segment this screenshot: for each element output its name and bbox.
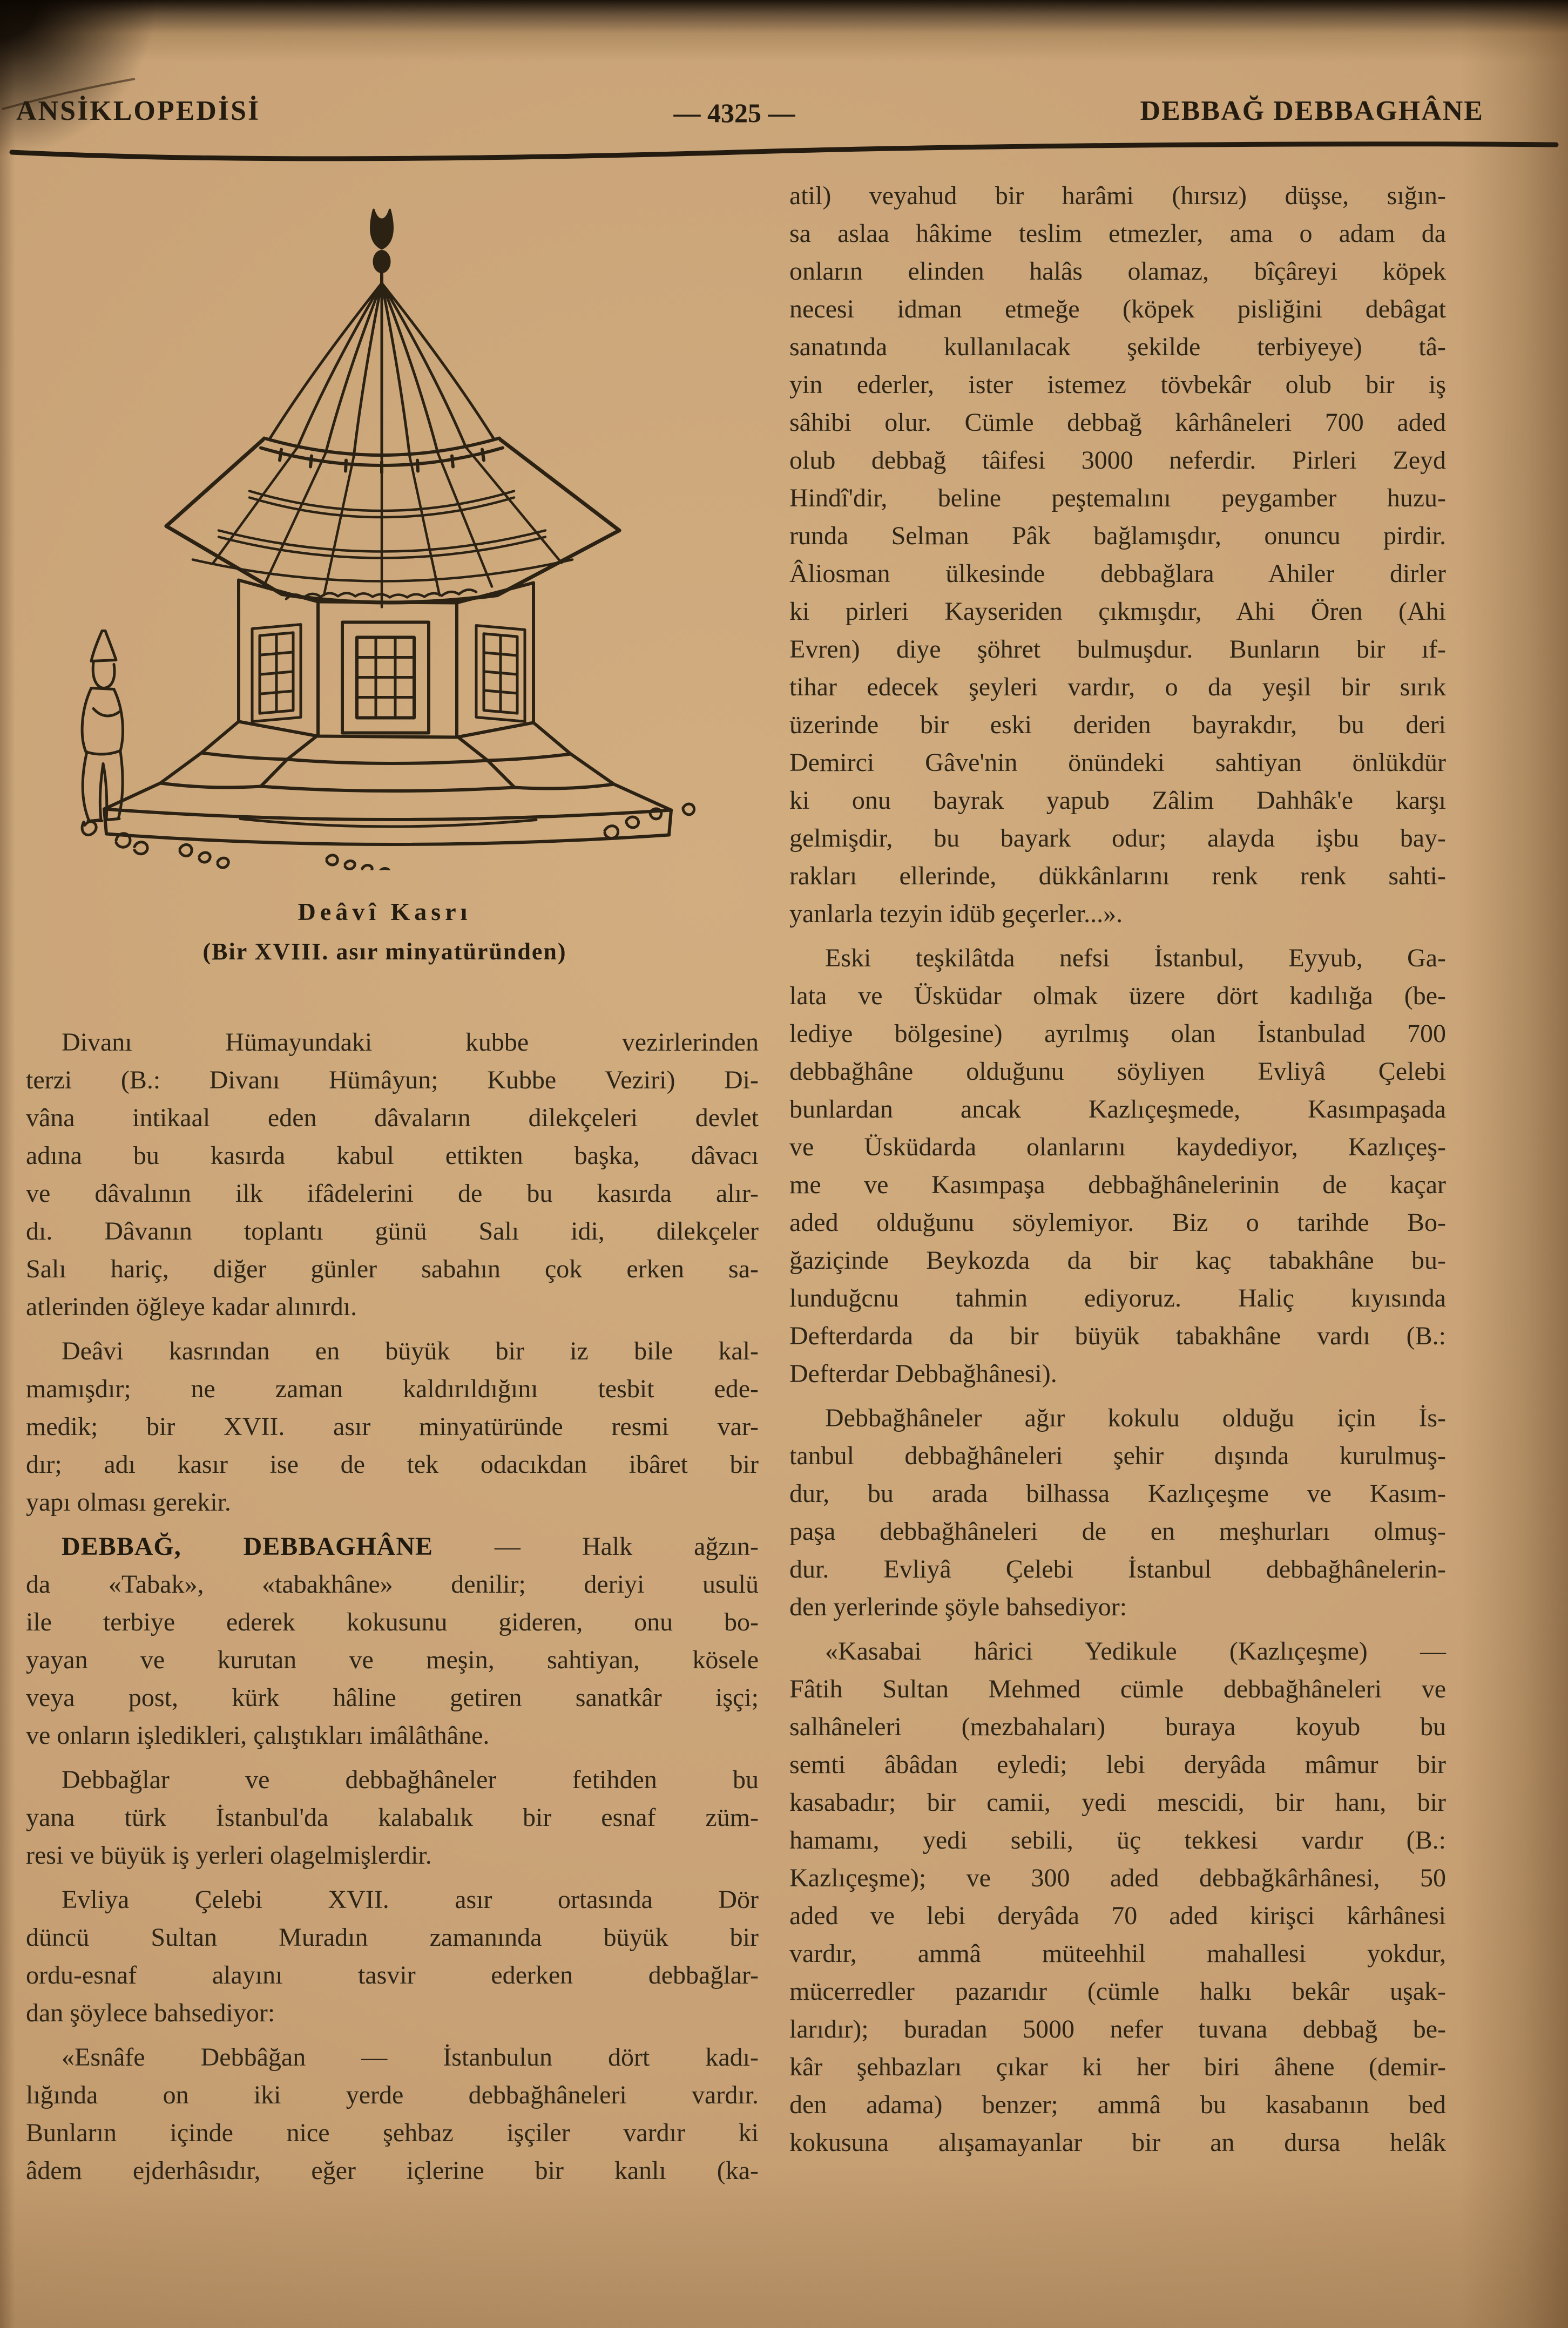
text-line: gelmişdir, bu bayark odur; alayda işbu bay- — [789, 824, 1446, 852]
text-line: salhâneleri (mezbahaları) buraya koyub bu — [789, 1713, 1446, 1741]
text-line: tanbul debbağhâneleri şehir dışında kurulmuş- — [789, 1442, 1446, 1470]
standing-figure — [82, 631, 123, 821]
text-line: dır; adı kasır ise de tek odacıkdan ibâret bir — [26, 1450, 759, 1479]
text-line: veya post, kürk hâline getiren sanatkâr işçi; — [26, 1683, 759, 1712]
text-line: atil) veyahud bir harâmi (hırsız) düşse, sığın- — [789, 181, 1446, 210]
text-line: Divanı Hümayundaki kubbe vezirlerinden — [62, 1028, 759, 1057]
text-line: semti âbâdan eyledi; lebi deryâda mâmur bir — [789, 1750, 1446, 1779]
text-line: den adama) benzer; ammâ bu kasabanın bed — [789, 2090, 1446, 2119]
text-line: tihar edecek şeyleri vardır, o da yeşil bir sırık — [789, 673, 1446, 701]
text-line: lunduğcnu tahmin ediyoruz. Haliç kıyısında — [789, 1284, 1446, 1312]
crescent-finial-icon — [371, 210, 393, 283]
figure-caption-title: Deâvî Kasrı — [298, 898, 472, 925]
text-line: debbağhâne olduğunu söyliyen Evliyâ Çelebi — [789, 1057, 1446, 1086]
text-line: Hindî'dir, beline peştemalını peygamber huzu- — [789, 484, 1446, 512]
text-line: sâhibi olur. Cümle debbağ kârhâneleri 700 aded — [789, 408, 1446, 437]
page-number: — 4325 — — [673, 98, 795, 128]
text-line: da «Tabak», «tabakhâne» denilir; deriyi usulü — [26, 1570, 759, 1599]
text-line: rakları ellerinde, dükkânlarını renk renk sahti- — [789, 862, 1446, 890]
text-line: yayan ve kurutan ve meşin, sahtiyan, kösele — [26, 1646, 759, 1674]
text-line: mamışdır; ne zaman kaldırıldığını tesbit ede- — [26, 1375, 759, 1403]
text-line: Bunların içinde nice şehbaz işçiler vardır ki — [26, 2119, 759, 2147]
text-line: adına bu kasırda kabul ettikten başka, dâvacı — [26, 1141, 759, 1170]
text-line: vâna intikaal eden dâvaların dilekçeleri devlet — [26, 1104, 759, 1132]
text-line: dur, bu arada bilhassa Kazlıçeşme ve Kasım- — [789, 1479, 1446, 1508]
paragraph — [789, 177, 1446, 933]
text-line: Eski teşkilâtda nefsi İstanbul, Eyyub, Ga- — [825, 944, 1446, 972]
text-line: terzi (B.: Divanı Hümâyun; Kubbe Veziri) Di- — [26, 1066, 759, 1094]
text-line: bunlardan ancak Kazlıçeşmede, Kasımpaşada — [789, 1095, 1446, 1124]
text-line: Debbağlar ve debbağhâneler fetihden bu — [62, 1765, 759, 1794]
text-line: lediye bölgesine) ayrılmış olan İstanbulad 700 — [789, 1019, 1446, 1048]
text-line: olub debbağ tâifesi 3000 neferdir. Pirleri Zeyd — [789, 446, 1446, 475]
paragraph — [26, 1528, 759, 1755]
text-line: yanlarla tezyin idüb geçerler...». — [789, 899, 1123, 928]
text-line: yana türk İstanbul'da kalabalık bir esnaf züm- — [26, 1803, 759, 1832]
header-divider-rule — [0, 134, 1568, 172]
text-line: Defterdar Debbağhânesi). — [789, 1359, 1057, 1388]
text-line: Evren) diye şöhret bulmuşdur. Bunların bir ıf- — [789, 635, 1446, 664]
text-line: larıdır); buradan 5000 nefer tuvana debbağ be- — [789, 2015, 1446, 2043]
text-line: kokusuna alışamayanlar bir an dursa helâk — [789, 2128, 1446, 2157]
stepped-base — [104, 722, 671, 845]
text-line: medik; bir XVII. asır minyatüründe resmi var- — [26, 1412, 759, 1441]
text-line: yapı olması gerekir. — [26, 1488, 231, 1517]
text-line: onların elinden halâs olamaz, bîçâreyi köpek — [789, 257, 1446, 286]
roof-tile-ribs — [213, 448, 562, 607]
text-line: Deâvi kasrından en büyük bir iz bile kal- — [62, 1337, 759, 1365]
text-line: paşa debbağhâneleri de en meşhurları olmuş- — [789, 1517, 1446, 1546]
paragraph — [26, 1761, 759, 1874]
text-line: dur. Evliyâ Çelebi İstanbul debbağhânelerin- — [789, 1555, 1446, 1583]
text-line: dan şöylece bahsediyor: — [26, 1999, 275, 2027]
text-line: DEBBAĞ, DEBBAGHÂNE — Halk ağzın- — [62, 1532, 759, 1561]
text-line: lığında on iki yerde debbağhâneleri vardır. — [26, 2081, 759, 2109]
left-lattice-window — [252, 625, 301, 722]
text-line: ki pirleri Kayseriden çıkmışdır, Ahi Ören (Ahi — [789, 597, 1446, 626]
figure-caption — [46, 897, 724, 965]
text-line: mücerredler pazarıdır (cümle halkı bekâr uşak- — [789, 1977, 1446, 2006]
text-line: Debbağhâneler ağır kokulu olduğu için İs- — [825, 1404, 1446, 1432]
text-line: den yerlerinde şöyle bahsediyor: — [789, 1593, 1127, 1621]
paragraph — [26, 2039, 759, 2190]
text-line: aded olduğunu söylemiyor. Biz o tarihde Bo- — [789, 1208, 1446, 1237]
conical-spire — [269, 283, 494, 458]
text-line: kasabadır; bir camii, yedi mescidi, bir hanı, bir — [789, 1788, 1446, 1817]
paragraph — [789, 939, 1446, 1393]
text-line: Salı hariç, diğer günler sabahın çok erken sa- — [26, 1255, 759, 1283]
running-head-left: ANSİKLOPEDİSİ — [16, 96, 261, 126]
paragraph — [26, 1332, 759, 1521]
text-line: düncü Sultan Muradın zamanında büyük bir — [26, 1923, 759, 1952]
text-line: me ve Kasımpaşa debbağhânelerinin de kaçar — [789, 1170, 1446, 1199]
text-line: sa aslaa hâkime teslim etmezler, ama o adam da — [789, 219, 1446, 248]
text-line: ordu-esnaf alayını tasvir ederken debbağlar- — [26, 1961, 759, 1989]
right-lattice-window — [476, 626, 525, 722]
figure-caption-subtitle: (Bir XVIII. asır minyatüründen) — [202, 938, 567, 965]
text-line: aded ve lebi deryâda 70 aded kirişci kârhânesi — [789, 1901, 1446, 1930]
text-line: ile terbiye ederek kokusunu gideren, onu bo- — [26, 1608, 759, 1636]
paragraph — [789, 1399, 1446, 1626]
text-line: Defterdarda da bir büyük tabakhâne vardı (B.: — [789, 1322, 1446, 1350]
text-line: yin ederler, ister istemez tövbekâr olub bir iş — [789, 370, 1446, 399]
text-line: Evliya Çelebi XVII. asır ortasında Dör — [62, 1885, 759, 1914]
text-line: hamamı, yedi sebili, üç tekkesi vardır (B.: — [789, 1826, 1446, 1855]
text-column-right — [789, 177, 1446, 2162]
text-line: necesi idman etmeğe (köpek pisliğini debâgat — [789, 295, 1446, 323]
running-head-article-title: DEBBAĞ DEBBAGHÂNE — [1140, 96, 1484, 126]
text-line: dı. Dâvanın toplantı günü Salı idi, dilekçeler — [26, 1217, 759, 1246]
text-line: üzerinde bir eski deriden bayrakdır, bu deri — [789, 710, 1446, 739]
paragraph — [26, 1024, 759, 1326]
paragraph — [26, 1881, 759, 2032]
text-line: ki onu bayrak yapub Zâlim Dahhâk'e karşı — [789, 786, 1446, 815]
text-line: Demirci Gâve'nin önündeki sahtiyan önlükdür — [789, 748, 1446, 777]
deavi-kasri-figure-svg — [46, 201, 724, 870]
text-line: sanatında kullanılacak şekilde terbiyeye) tâ- — [789, 333, 1446, 361]
deavi-kasri-illustration — [46, 201, 724, 870]
text-line: atlerinden öğleye kadar alınırdı. — [26, 1292, 357, 1321]
center-lattice-window — [342, 622, 429, 733]
text-line: ğaziçinde Beykozda da bir kaç tabakhâne bu- — [789, 1246, 1446, 1275]
paragraph — [789, 1633, 1446, 2162]
text-line: ve Üsküdarda olanlarını kaydediyor, Kazlıçeş- — [789, 1133, 1446, 1161]
text-line: vardır, ammâ müteehhil mahallesi yokdur, — [789, 1939, 1446, 1968]
text-column-left — [26, 1024, 759, 2190]
text-line: Fâtih Sultan Mehmed cümle debbağhâneleri ve — [789, 1675, 1446, 1703]
text-line: «Kasabai hârici Yedikule (Kazlıçeşme) — — [825, 1637, 1446, 1666]
text-line: ve onların işledikleri, çalıştıkları imâlâthâne. — [26, 1721, 490, 1750]
text-line: «Esnâfe Debbâğan — İstanbulun dört kadı- — [62, 2043, 759, 2072]
text-line: lata ve Üsküdar olmak üzere dört kadılığa (be- — [789, 982, 1446, 1010]
text-line: Âliosman ülkesinde debbağlara Ahiler dirler — [789, 559, 1446, 588]
text-line: Kazlıçeşme); ve 300 aded debbağkârhânesi, 50 — [789, 1864, 1446, 1892]
text-line: âdem ejderhâsıdır, eğer içlerine bir kanlı (ka- — [26, 2156, 759, 2185]
text-line: ve dâvalının ilk ifâdelerini de bu kasırda alır- — [26, 1179, 759, 1208]
text-line: resi ve büyük iş yerleri olagelmişlerdir. — [26, 1841, 432, 1870]
text-line: kâr şehbazları çıkar ki her biri âhene (demir- — [789, 2053, 1446, 2081]
text-line: runda Selman Pâk bağlamışdır, onuncu pirdir. — [789, 522, 1446, 550]
